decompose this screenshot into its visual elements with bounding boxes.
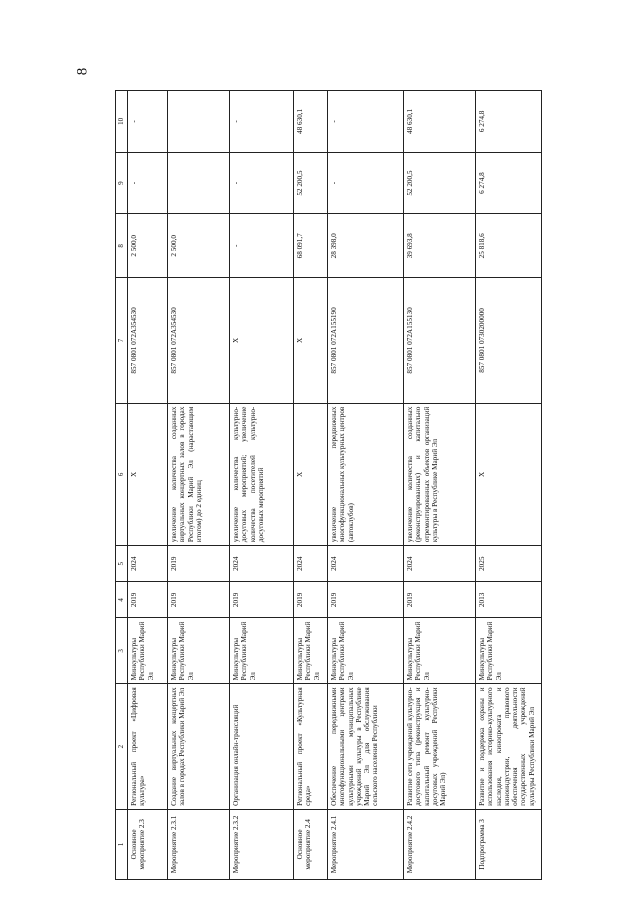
budget-code: 857 0801 072A354530 <box>168 278 230 403</box>
end-year: 2024 <box>404 546 476 582</box>
value-col-10: - <box>230 91 294 153</box>
column-header: 2 <box>116 684 128 809</box>
value-col-8: 2 500,0 <box>168 214 230 278</box>
executor: Минкультуры Республики Марий Эл <box>328 618 404 684</box>
value-col-9: 52 200,5 <box>294 152 328 214</box>
table-row <box>476 91 542 880</box>
expected-result: увеличение передвижных многофункциональных культурных центров (автоклубов) <box>328 403 404 545</box>
column-header: 4 <box>116 582 128 618</box>
column-header: 5 <box>116 546 128 582</box>
column-header: 10 <box>116 91 128 153</box>
column-header: 7 <box>116 278 128 403</box>
column-number-row <box>116 91 128 880</box>
row-label: Мероприятие 2.3.1 <box>168 809 230 879</box>
column-header: 9 <box>116 152 128 214</box>
table-row <box>168 91 230 880</box>
value-col-9 <box>168 152 230 214</box>
end-year: 2024 <box>230 546 294 582</box>
value-col-8: 25 818,6 <box>476 214 542 278</box>
start-year: 2013 <box>476 582 542 618</box>
program-table <box>115 90 542 880</box>
value-col-8: 28 398,0 <box>328 214 404 278</box>
end-year: 2019 <box>168 546 230 582</box>
value-col-9: - <box>230 152 294 214</box>
end-year: 2025 <box>476 546 542 582</box>
budget-code: 857 0801 0730200000 <box>476 278 542 403</box>
program-table-wrapper <box>115 90 536 880</box>
row-label: Мероприятие 2.4.2 <box>404 809 476 879</box>
start-year: 2019 <box>294 582 328 618</box>
value-col-10: 48 630,1 <box>294 91 328 153</box>
column-header: 1 <box>116 809 128 879</box>
table-row <box>328 91 404 880</box>
table-row <box>128 91 168 880</box>
budget-code: X <box>230 278 294 403</box>
column-header: 3 <box>116 618 128 684</box>
executor: Минкультуры Республики Марий Эл <box>128 618 168 684</box>
value-col-9: 52 200,5 <box>404 152 476 214</box>
row-label: Мероприятие 2.4.1 <box>328 809 404 879</box>
budget-code: 857 0801 072A354530 <box>128 278 168 403</box>
value-col-9: 6 274,8 <box>476 152 542 214</box>
executor: Минкультуры Республики Марий Эл <box>294 618 328 684</box>
expected-result: увеличение количества созданных (реконструированных) и капитально отремонтированных объектов организаций культуры в Республике Марий Эл <box>404 403 476 545</box>
value-col-8: 68 091,7 <box>294 214 328 278</box>
expected-result: X <box>476 403 542 545</box>
measure-name: Создание виртуальных концертных залов в городах Республики Марий Эл <box>168 684 230 809</box>
row-label: Подпрограмма 3 <box>476 809 542 879</box>
value-col-9: - <box>128 152 168 214</box>
executor: Минкультуры Республики Марий Эл <box>230 618 294 684</box>
row-label: Основное мероприятие 2.3 <box>128 809 168 879</box>
value-col-9: - <box>328 152 404 214</box>
table-row <box>230 91 294 880</box>
budget-code: 857 0801 072A155190 <box>328 278 404 403</box>
end-year: 2024 <box>294 546 328 582</box>
table-row <box>404 91 476 880</box>
executor: Минкультуры Республики Марий Эл <box>168 618 230 684</box>
end-year: 2024 <box>328 546 404 582</box>
measure-name: Развитие и поддержка охраны и использования историко-культурного наследия, кинопроката и киноиндустрии, правового обеспечения деятельности государственных учреждений культуры Республики Марий Эл <box>476 684 542 809</box>
table-row <box>294 91 328 880</box>
value-col-10: 6 274,8 <box>476 91 542 153</box>
start-year: 2019 <box>128 582 168 618</box>
value-col-10 <box>168 91 230 153</box>
expected-result: X <box>128 403 168 545</box>
value-col-10: 48 630,1 <box>404 91 476 153</box>
executor: Минкультуры Республики Марий Эл <box>404 618 476 684</box>
column-header: 6 <box>116 403 128 545</box>
end-year: 2024 <box>128 546 168 582</box>
page-number: 8 <box>74 67 91 76</box>
value-col-8: 39 693,8 <box>404 214 476 278</box>
value-col-10: - <box>328 91 404 153</box>
value-col-10: - <box>128 91 168 153</box>
start-year: 2019 <box>328 582 404 618</box>
start-year: 2019 <box>404 582 476 618</box>
measure-name: Обеспечение передвижными многофункциональными центрами культурными муниципальных учреждений культуры в Республике Марий Эл для обслуживания сельского населения Республики <box>328 684 404 809</box>
expected-result: X <box>294 403 328 545</box>
measure-name: Региональный проект «Цифровая культура» <box>128 684 168 809</box>
expected-result: увеличение количества культурно-досуговых мероприятий; увеличение количества посетителей культурно-досуговых мероприятий <box>230 403 294 545</box>
measure-name: Региональный проект «Культурная среда» <box>294 684 328 809</box>
start-year: 2019 <box>230 582 294 618</box>
expected-result: увеличение количества созданных виртуальных концертных залов в городах Республики Марий Эл (нарастающим итогом) до 2 единиц <box>168 403 230 545</box>
measure-name: Развитие сети учреждений культурно-досугового типа (реконструкция и капитальный ремонт культурно-досуговых учреждений Республики Марий Эл) <box>404 684 476 809</box>
row-label: Основное мероприятие 2.4 <box>294 809 328 879</box>
value-col-8: 2 500,0 <box>128 214 168 278</box>
budget-code: X <box>294 278 328 403</box>
value-col-8: - <box>230 214 294 278</box>
executor: Минкультуры Республики Марий Эл <box>476 618 542 684</box>
column-header: 8 <box>116 214 128 278</box>
start-year: 2019 <box>168 582 230 618</box>
row-label: Мероприятие 2.3.2 <box>230 809 294 879</box>
measure-name: Организация онлайн-трансляций <box>230 684 294 809</box>
budget-code: 857 0801 072A155130 <box>404 278 476 403</box>
